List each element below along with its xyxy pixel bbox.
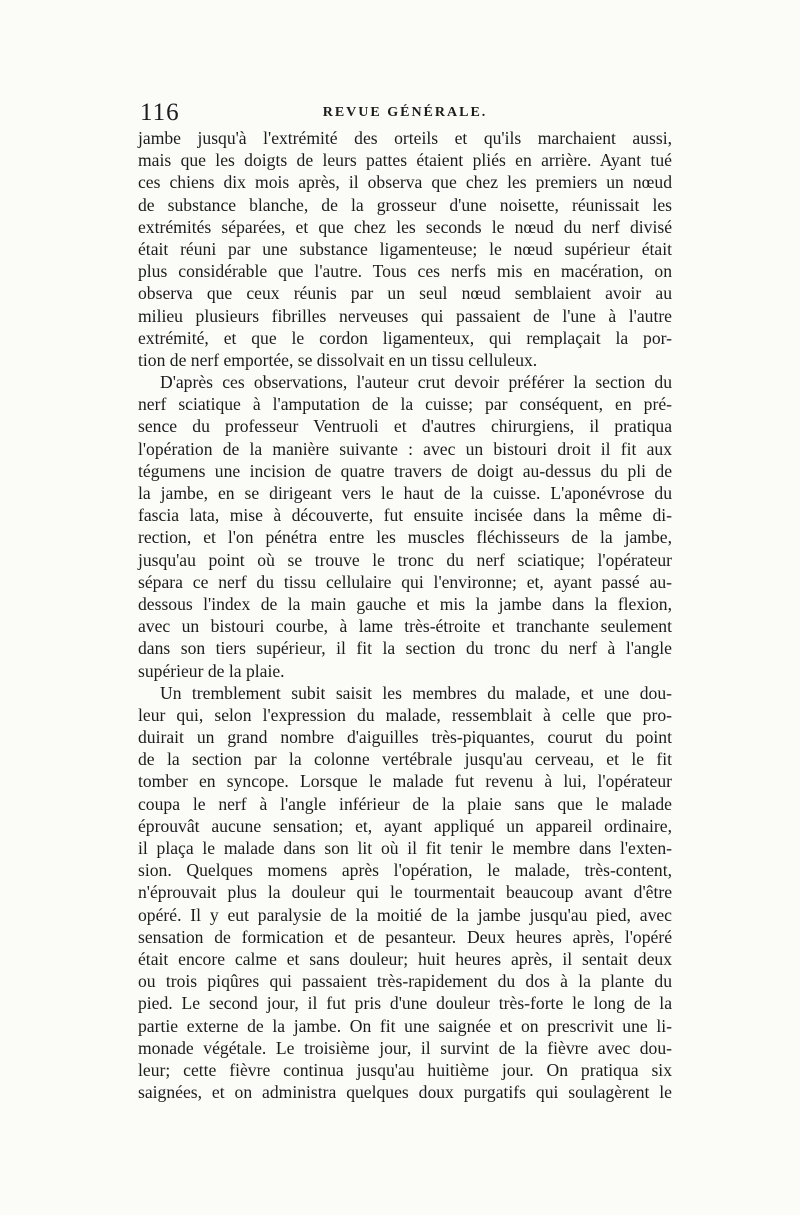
text-line: saignées, et on administra quelques doux purgatifs qui soulagèrent le — [138, 1082, 672, 1103]
body-text — [138, 127, 672, 1103]
text-line: pied. Le second jour, il fut pris d'une douleur très-forte le long de la — [138, 993, 672, 1014]
text-line: sion. Quelques momens après l'opération, le malade, très-content, — [138, 860, 672, 881]
text-line: partie externe de la jambe. On fit une saignée et on prescrivit une li- — [138, 1015, 672, 1036]
text-line: plus considérable que l'autre. Tous ces nerfs mis en macération, on — [138, 261, 672, 282]
text-line: était réuni par une substance ligamenteuse; le nœud supérieur était — [138, 238, 672, 259]
text-line: la jambe, en se dirigeant vers le haut de la cuisse. L'aponévrose du — [138, 483, 672, 503]
text-line: éprouvât aucune sensation; et, ayant appliqué un appareil ordinaire, — [138, 815, 672, 836]
text-line: était encore calme et sans douleur; huit heures après, il sentait deux — [138, 948, 672, 969]
text-line: leur qui, selon l'expression du malade, ressemblait à celle que pro- — [138, 704, 672, 725]
text-line: coupa le nerf à l'angle inférieur de la plaie sans que le malade — [138, 793, 672, 814]
text-line: fascia lata, mise à découverte, fut ensuite incisée dans la même di- — [138, 505, 672, 526]
text-line: jambe jusqu'à l'extrémité des orteils et qu'ils marchaient aussi, — [138, 128, 672, 148]
text-line: dans son tiers supérieur, il fit la section du tronc du nerf à l'angle — [138, 638, 672, 659]
text-line: de substance blanche, de la grosseur d'une noisette, réunissait les — [138, 194, 672, 215]
text-line: sensation de formication et de pesanteur. Deux heures après, l'opéré — [138, 926, 672, 947]
text-line: il plaça le malade dans son lit où il fit tenir le membre dans l'exten- — [138, 838, 672, 858]
text-line: leur; cette fièvre continua jusqu'au huitième jour. On pratiqua six — [138, 1059, 672, 1080]
text-line: sence du professeur Ventruoli et d'autres chirurgiens, il pratiqua — [138, 416, 672, 437]
text-line: rection, et l'on pénétra entre les muscles fléchisseurs de la jambe, — [138, 527, 672, 548]
paragraph-end-line: tion de nerf emportée, se dissolvait en un tissu celluleux. — [138, 349, 538, 370]
text-line: mais que les doigts de leurs pattes étaient pliés en arrière. Ayant tué — [138, 150, 672, 171]
text-line: de la section par la colonne vertébrale jusqu'au cerveau, et le fit — [138, 749, 672, 770]
text-line: dessous l'index de la main gauche et mis la jambe dans la flexion, — [138, 593, 672, 614]
text-line: extrémité, et que le cordon ligamenteux, qui remplaçait la por- — [138, 327, 672, 348]
page-number: 116 — [140, 99, 180, 126]
text-line: observa que ceux réunis par un seul nœud semblaient avoir au — [138, 283, 672, 304]
running-head — [140, 98, 670, 128]
text-line: extrémités séparées, et que chez les seconds le nœud du nerf divisé — [138, 216, 672, 237]
paragraph-end-line: supérieur de la plaie. — [138, 660, 285, 681]
text-line: sépara ce nerf du tissu cellulaire qui l'environne; et, ayant passé au- — [138, 571, 672, 592]
text-line: n'éprouvait plus la douleur qui le tourmentait beaucoup avant d'être — [138, 882, 672, 903]
running-title: REVUE GÉNÉRALE. — [322, 105, 488, 120]
text-line: nerf sciatique à l'amputation de la cuisse; par conséquent, en pré- — [138, 394, 672, 415]
text-line: milieu plusieurs fibrilles nerveuses qui passaient de l'une à l'autre — [138, 305, 672, 326]
paragraph-start-line: D'après ces observations, l'auteur crut devoir préférer la section du — [160, 372, 672, 393]
text-line: ces chiens dix mois après, il observa que chez les premiers un nœud — [138, 172, 672, 193]
text-line: ou trois piqûres qui passaient très-rapidement du dos à la plante du — [138, 971, 672, 992]
text-line: avec un bistouri courbe, à lame très-étroite et tranchante seulement — [138, 616, 672, 637]
paragraph-start-line: Un tremblement subit saisit les membres du malade, et une dou- — [160, 682, 672, 703]
text-line: tégumens une incision de quatre travers de doigt au-dessus du pli de — [138, 460, 672, 481]
text-line: opéré. Il y eut paralysie de la moitié de la jambe jusqu'au pied, avec — [138, 904, 672, 925]
text-line: tomber en syncope. Lorsque le malade fut revenu à lui, l'opérateur — [138, 771, 672, 792]
text-line: duirait un grand nombre d'aiguilles très-piquantes, courut du point — [138, 727, 672, 748]
text-line: jusqu'au point où se trouve le tronc du nerf sciatique; l'opérateur — [138, 549, 672, 570]
text-line: monade végétale. Le troisième jour, il survint de la fièvre avec dou- — [138, 1037, 672, 1058]
text-line: l'opération de la manière suivante : avec un bistouri droit il fit aux — [138, 438, 672, 459]
